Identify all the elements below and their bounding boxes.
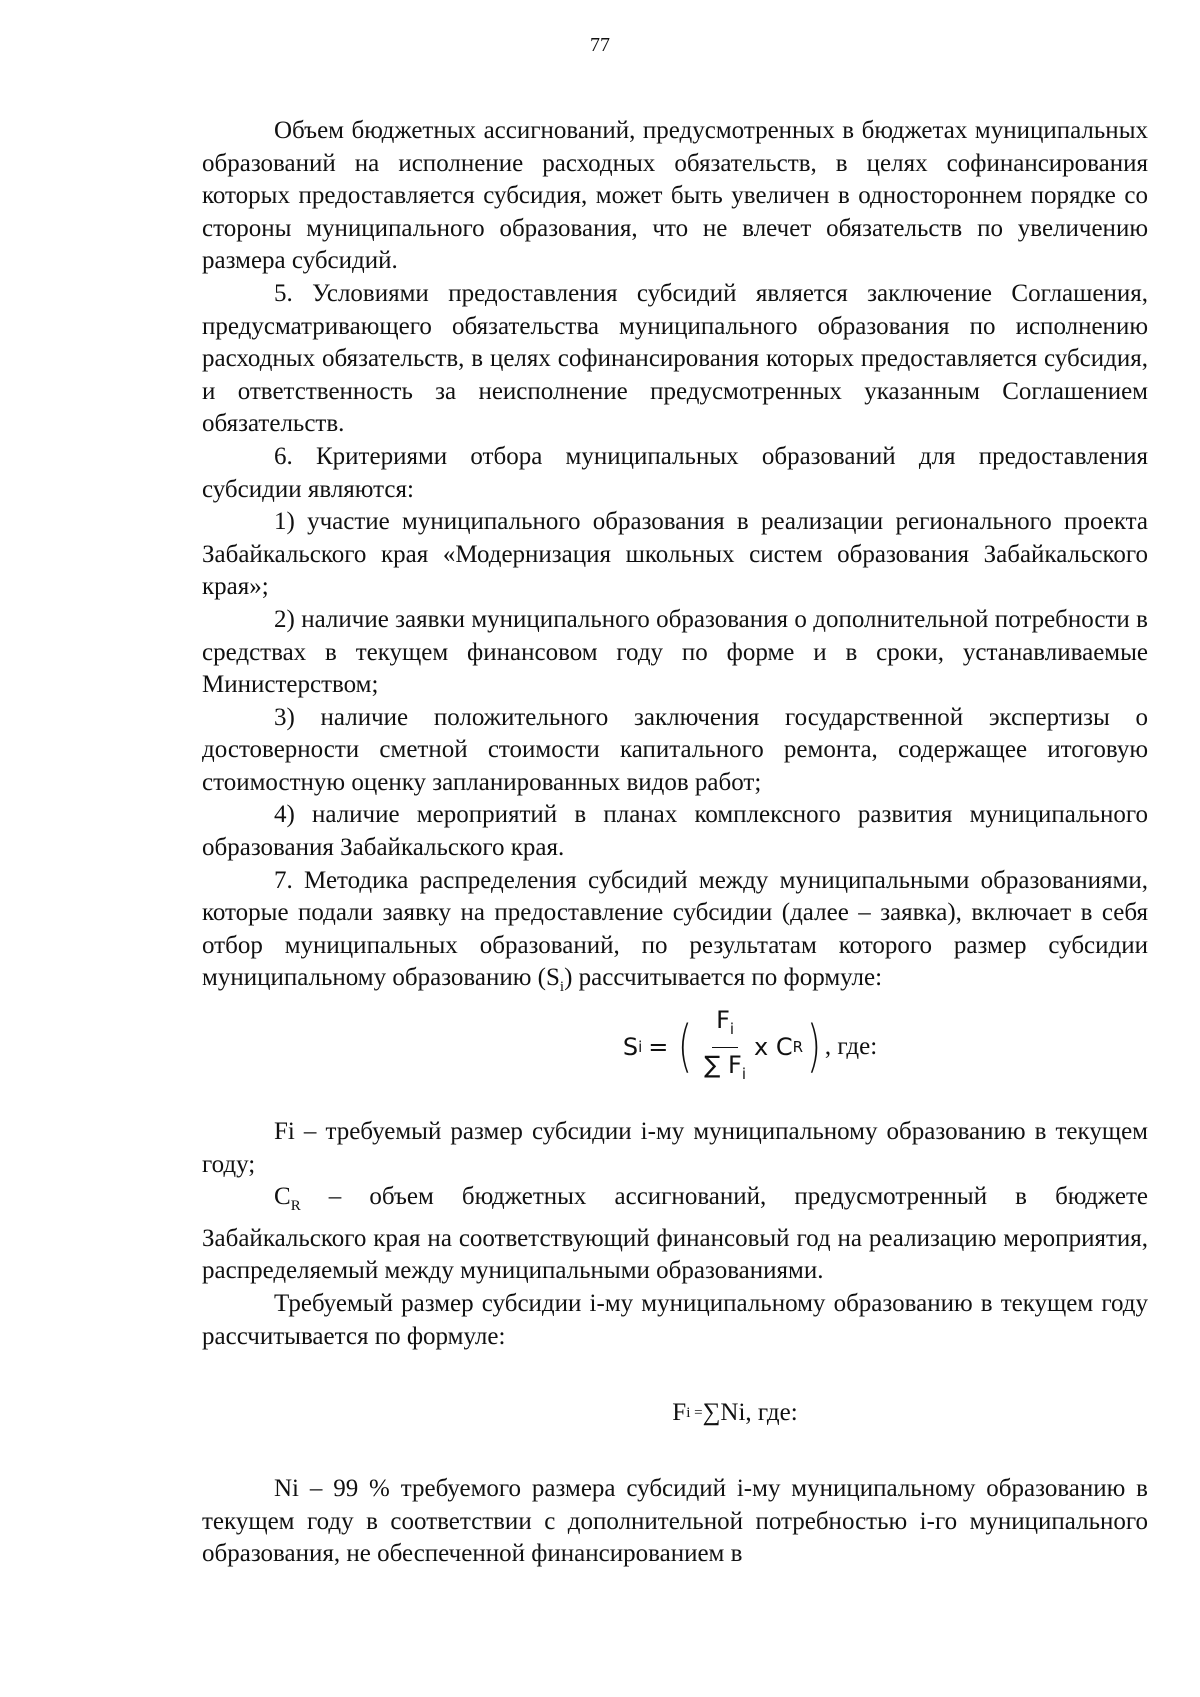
page-number: 77 — [590, 34, 610, 56]
paragraph: Объем бюджетных ассигнований, предусмотренных в бюджетах муниципальных образований на исполнение расходных обязательств, в целях софинансирования которых предоставляется субсидия, может быть увеличен в одностороннем порядке со стороны муниципального образования, что не влечет обязательств по увеличению размера субсидий. — [202, 117, 1148, 275]
paragraph-item-7: 7. Методика распределения субсидий между муниципальными образованиями, которые подали заявку на предоставление субсидии (далее – заявка), включает в себя отбор муниципальных образований, по результатам которого размер субсидии муниципальному образованию $(S_i)$ рассчитывается по формуле: — [202, 866, 1148, 996]
fraction-denominator: ∑ $F_i$ — [704, 1050, 746, 1083]
fraction-numerator: $F_i$ — [712, 1004, 738, 1047]
criterion-1: 1) участие муниципального образования в реализации регионального проекта Забайкальского края «Модернизация школьных систем образования Забайкальского края»; — [202, 508, 1148, 601]
right-paren: ) — [806, 1014, 822, 1080]
formula-tail: , где: — [824, 1032, 878, 1060]
fi-formula: F i = ∑Ni, где: — [672, 1398, 798, 1426]
ni-definition: Ni – 99 % требуемого размера субсидий i-му муниципальному образованию в текущем году в соответствии с дополнительной потребностью i-го муниципального образования, не обеспеченной финансированием в — [202, 1475, 1148, 1568]
fraction — [700, 1004, 750, 1090]
document-body — [202, 115, 1148, 1571]
criterion-3: 3) наличие положительного заключения государственной экспертизы о достоверности сметной стоимости капитального ремонта, содержащее итоговую стоимостную оценку запланированных видов работ; — [202, 703, 1148, 796]
formula-expression: S i = ( $\frac{F_i}{\sum F_i}$ x C R ) — [623, 1004, 825, 1090]
criterion-4: 4) наличие мероприятий в планах комплексного развития муниципального образования Забайкальского края. — [202, 801, 1148, 862]
subsidy-formula — [202, 1004, 1148, 1090]
paragraph-item-5: 5. Условиями предоставления субсидий является заключение Соглашения, предусматривающего обязательства муниципального образования по исполнению расходных обязательств, в целях софинансирования которых предоставляется субсидия, и ответственность за неисполнение предусмотренных указанным Соглашением обязательств. — [202, 279, 1148, 438]
fi-definition: Fi – требуемый размер субсидии i-му муниципальному образованию в текущем году; — [202, 1118, 1148, 1178]
criterion-2: 2) наличие заявки муниципального образования о дополнительной потребности в средствах в текущем финансовом году по форме и в сроки, устанавливаемые Министерством; — [202, 605, 1148, 699]
cr-definition: $C_R$ – объем бюджетных ассигнований, предусмотренный в бюджете Забайкальского края на соответствующий финансовый год на реализацию мероприятия, распределяемый между муниципальными образованиями. — [202, 1183, 1148, 1285]
fi-intro: Требуемый размер субсидии i-му муниципальному образованию в текущем году рассчитывается по формуле: — [202, 1290, 1148, 1350]
left-paren: ( — [678, 1014, 693, 1080]
paragraph-item-6: 6. Критериями отбора муниципальных образований для предоставления субсидии являются: — [202, 442, 1148, 503]
